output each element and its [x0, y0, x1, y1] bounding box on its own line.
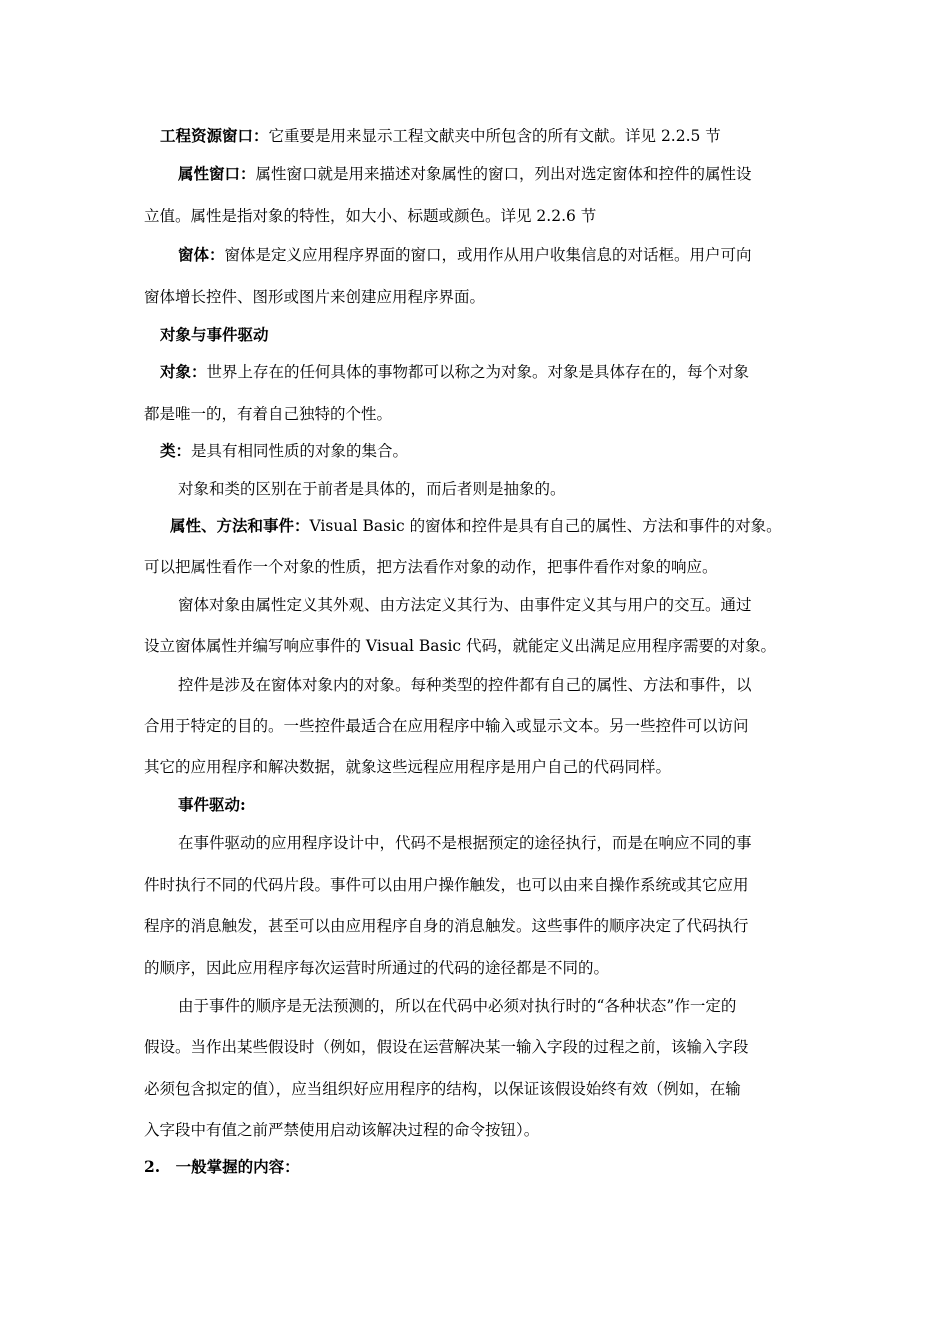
para-line: 对象和类的区别在于前者是具体的，而后者则是抽象的。	[178, 480, 566, 498]
para-line: 类：是具有相同性质的对象的集合。	[160, 441, 409, 460]
para-line: 在事件驱动的应用程序设计中，代码不是根据预定的途径执行，而是在响应不同的事	[178, 834, 752, 852]
para-line: 由于事件的顺序是无法预测的，所以在代码中必须对执行时的“各种状态”作一定的	[178, 997, 737, 1015]
section-heading: 事件驱动:	[178, 795, 246, 814]
section-heading: 2. 一般掌握的内容：	[144, 1157, 300, 1176]
para-line: 程序的消息触发，甚至可以由应用程序自身的消息触发。这些事件的顺序决定了代码执行	[144, 917, 749, 935]
para-line: 假设。当作出某些假设时（例如，假设在运营解决某一输入字段的过程之前，该输入字段	[144, 1038, 749, 1056]
para-line: 入字段中有值之前严禁使用启动该解决过程的命令按钮）。	[144, 1121, 540, 1139]
para-line: 对象：世界上存在的任何具体的事物都可以称之为对象。对象是具体存在的，每个对象	[160, 362, 750, 381]
para-line: 设立窗体属性并编写响应事件的 Visual Basic 代码，就能定义出满足应用程序需要的对象。	[144, 637, 777, 655]
para-line: 的顺序，因此应用程序每次运营时所通过的代码的途径都是不同的。	[144, 959, 610, 977]
para-line: 可以把属性看作一个对象的性质，把方法看作对象的动作，把事件看作对象的响应。	[144, 558, 718, 576]
para-line: 控件是涉及在窗体对象内的对象。每种类型的控件都有自己的属性、方法和事件，以	[178, 676, 752, 694]
para-line: 属性、方法和事件：Visual Basic 的窗体和控件是具有自己的属性、方法和事件的对象。	[170, 516, 782, 535]
para-line: 都是唯一的，有着自己独特的个性。	[144, 405, 393, 423]
section-heading: 对象与事件驱动	[160, 325, 269, 344]
para-line: 件时执行不同的代码片段。事件可以由用户操作触发，也可以由来自操作系统或其它应用	[144, 876, 749, 894]
para-line: 窗体对象由属性定义其外观、由方法定义其行为、由事件定义其与用户的交互。通过	[178, 596, 752, 614]
para-line: 合用于特定的目的。一些控件最适合在应用程序中输入或显示文本。另一些控件可以访问	[144, 717, 749, 735]
para-line: 必须包含拟定的值），应当组织好应用程序的结构，以保证该假设始终有效（例如，在输	[144, 1080, 741, 1098]
para-line: 属性窗口：属性窗口就是用来描述对象属性的窗口，列出对选定窗体和控件的属性设	[178, 164, 752, 183]
para-line: 窗体：窗体是定义应用程序界面的窗口，或用作从用户收集信息的对话框。用户可向	[178, 245, 752, 264]
para-line: 窗体增长控件、图形或图片来创建应用程序界面。	[144, 288, 486, 306]
para-line: 立值。属性是指对象的特性，如大小、标题或颜色。详见 2.2.6 节	[144, 207, 597, 225]
para-line: 工程资源窗口：它重要是用来显示工程文献夹中所包含的所有文献。详见 2.2.5 节	[160, 126, 721, 145]
para-line: 其它的应用程序和解决数据，就象这些远程应用程序是用户自己的代码同样。	[144, 758, 672, 776]
